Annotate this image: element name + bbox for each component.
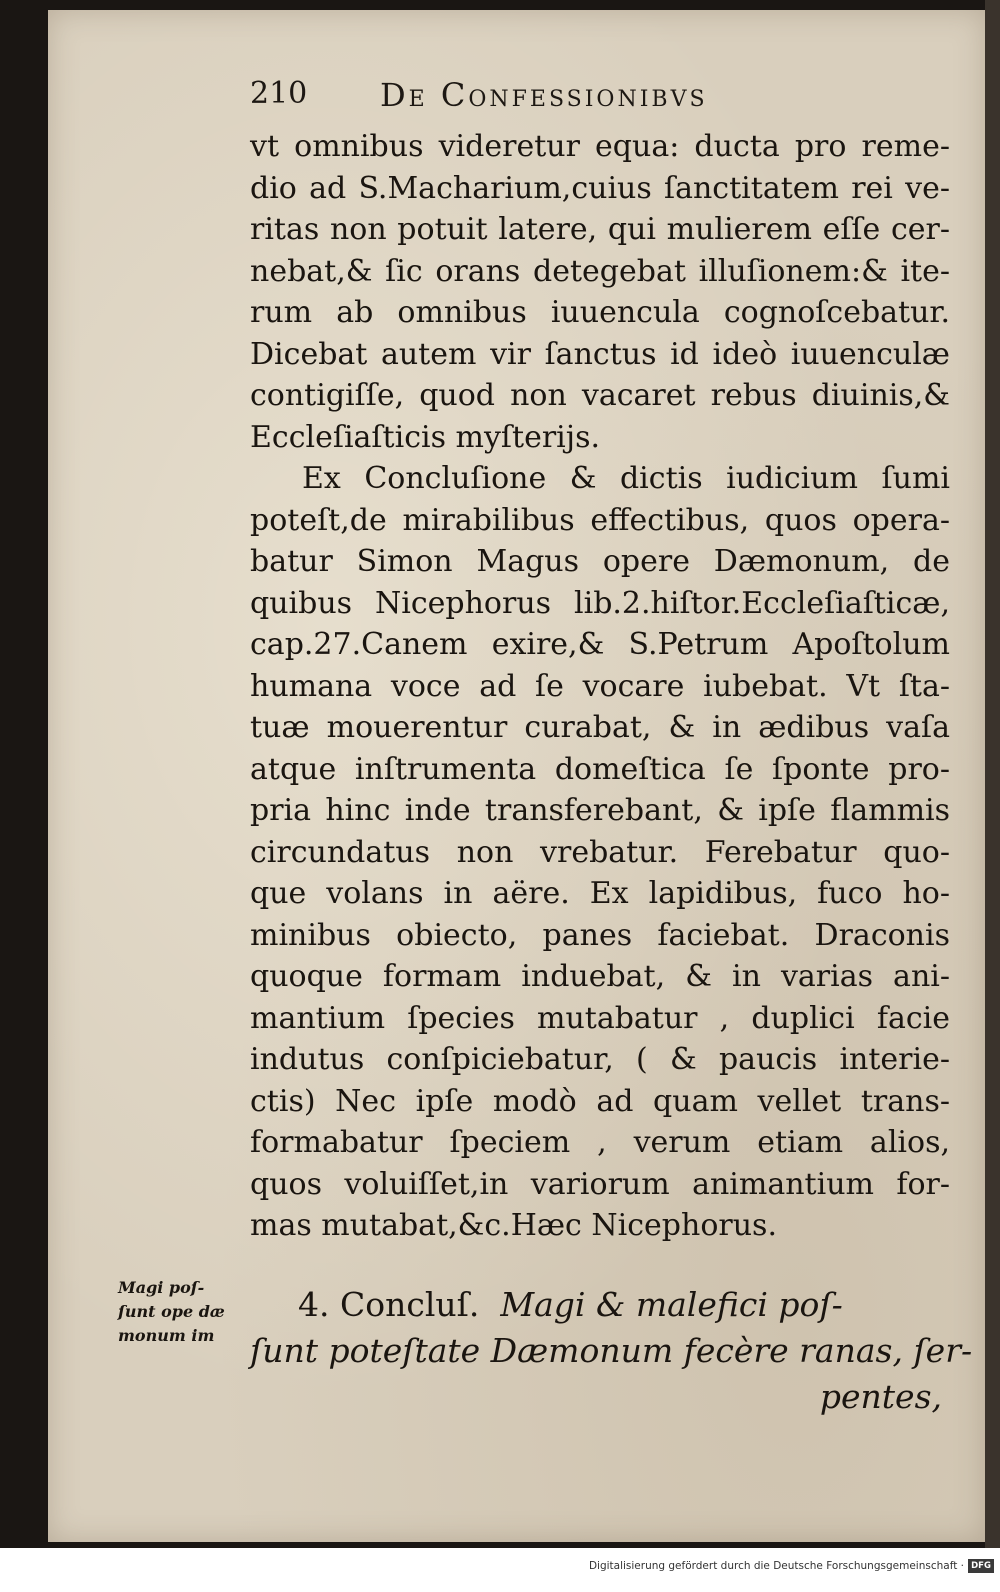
footer-credit: Digitalisierung gefördert durch die Deutsche Forschungsgemeinschaft · xyxy=(588,1560,964,1572)
text-line: rum ab omnibus iuuencula cognoſcebatur. xyxy=(250,295,950,330)
conclusion-italic-text: Magi & malefici poſ- xyxy=(500,1285,843,1324)
text-line: circundatus non vrebatur. Ferebatur quo- xyxy=(250,834,950,870)
text-line: indutus conſpiciebatur, ( & paucis interie- xyxy=(250,1042,950,1077)
margin-note xyxy=(118,1276,253,1348)
text-line: minibus obiecto, panes faciebat. Draconis xyxy=(250,917,950,953)
running-title: De Confessionibvs xyxy=(380,76,708,114)
text-line: Ex Concluſione & dictis iudicium ſumi xyxy=(302,461,950,496)
dfg-logo: DFG xyxy=(968,1559,994,1573)
margin-note-line: Magi poſ- xyxy=(118,1278,205,1297)
text-line: mantium ſpecies mutabatur , duplici facie xyxy=(250,1000,950,1036)
main-text xyxy=(250,126,950,1247)
text-line: ctis) Nec ipſe modò ad quam vellet trans- xyxy=(250,1083,950,1119)
text-line: que volans in aëre. Ex lapidibus, fuco ho- xyxy=(250,876,950,911)
conclusion-block xyxy=(250,1282,973,1420)
text-line: quoque formam induebat, & in varias ani- xyxy=(250,959,950,994)
conclusion-first-line xyxy=(250,1282,950,1328)
text-line: nebat,& ſic orans detegebat illuſionem:& ite- xyxy=(250,253,950,289)
conclusion-label: 4. Concluſ. xyxy=(298,1285,480,1324)
text-line: Dicebat autem vir ſanctus id ideò iuuenculæ xyxy=(250,336,950,372)
text-line: ritas non potuit latere, qui mulierem eſſe cer- xyxy=(250,212,950,247)
text-line: vt omnibus videretur equa: ducta pro reme- xyxy=(250,129,950,164)
text-line: formabatur ſpeciem , verum etiam alios, xyxy=(250,1125,950,1160)
digitization-footer xyxy=(0,1548,1000,1592)
margin-note-line: monum im xyxy=(118,1326,215,1345)
text-line: contigiſſe, quod non vacaret rebus diuinis,& xyxy=(250,378,950,413)
text-line: quos voluiſſet,in variorum animantium for- xyxy=(250,1166,950,1202)
page-number: 210 xyxy=(250,76,308,111)
text-line: pria hinc inde transferebant, & ipſe flammis xyxy=(250,793,950,828)
text-line: humana voce ad ſe vocare iubebat. Vt ſta- xyxy=(250,668,950,704)
text-line: atque inſtrumenta domeſtica ſe ſponte pro- xyxy=(250,751,950,787)
text-line: dio ad S.Macharium,cuius ſanctitatem rei ve- xyxy=(250,170,950,206)
conclusion-catchword: pentes, xyxy=(819,1377,942,1416)
text-line: poteſt,de mirabilibus effectibus, quos opera- xyxy=(250,502,950,538)
text-line: quibus Nicephorus lib.2.hiſtor.Eccleſiaſticæ, xyxy=(250,585,950,621)
margin-note-line: ſunt ope dæ xyxy=(118,1302,225,1321)
text-line: tuæ mouerentur curabat, & in ædibus vaſa xyxy=(250,710,950,745)
page-header xyxy=(250,76,850,120)
text-line: Eccleſiaſticis myſterijs. xyxy=(250,419,600,455)
conclusion-line: ſunt poteſtate Dæmonum fecère ranas, ſer- xyxy=(250,1331,973,1370)
text-line: batur Simon Magus opere Dæmonum, de xyxy=(250,544,950,579)
page-edge-shadow xyxy=(985,0,1000,1560)
text-line: mas mutabat,&c.Hæc Nicephorus. xyxy=(250,1208,777,1243)
text-line: cap.27.Canem exire,& S.Petrum Apoſtolum xyxy=(250,627,950,662)
